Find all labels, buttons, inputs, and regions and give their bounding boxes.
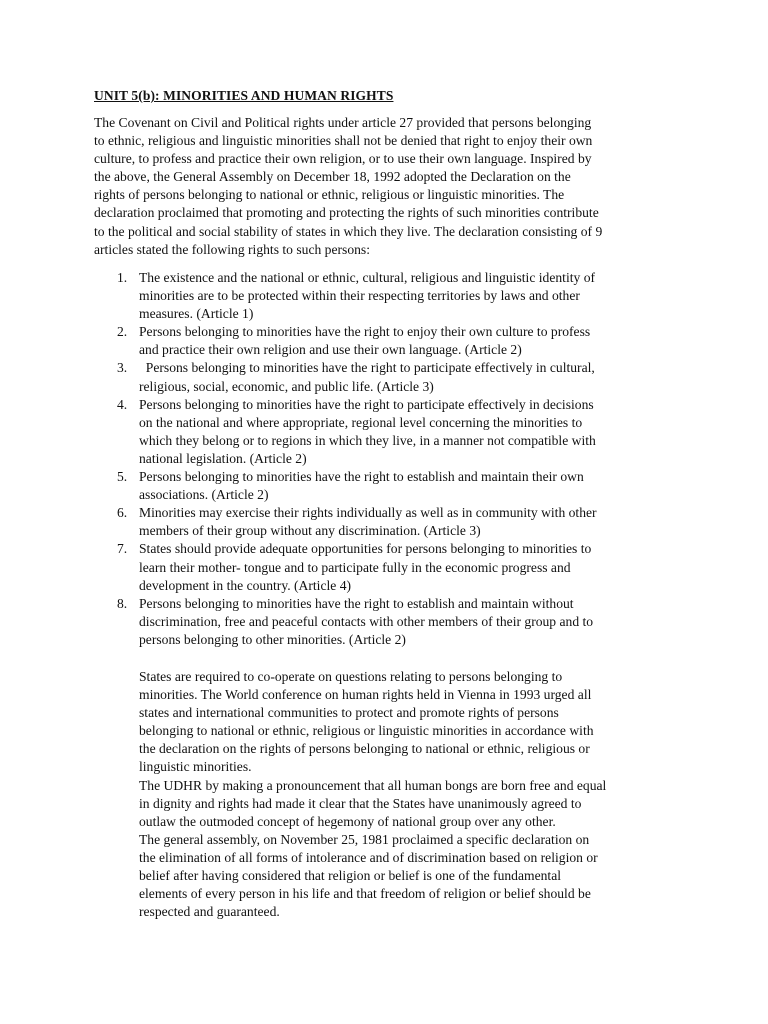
list-item-line: discrimination, free and peaceful contacts with other members of their group and to <box>139 613 594 629</box>
intro-line: articles stated the following rights to such persons: <box>94 241 370 257</box>
intro-line: the above, the General Assembly on December 18, 1992 adopted the Declaration on the <box>94 169 571 185</box>
intro-paragraph <box>94 114 666 259</box>
list-item-line: associations. (Article 2) <box>139 487 269 503</box>
list-item-line: members of their group without any discrimination. (Article 3) <box>139 523 481 539</box>
paragraph-line: belonging to national or ethnic, religious or linguistic minorities in accordance with <box>139 723 594 739</box>
list-item-line: persons belonging to other minorities. (Article 2) <box>139 631 406 647</box>
intro-line: to ethnic, religious and linguistic minorities shall not be denied that right to enjoy their own <box>94 133 593 149</box>
intro-line: to the political and social stability of states in which they live. The declaration consisting of 9 <box>94 223 603 239</box>
list-item-line: States should provide adequate opportunities for persons belonging to minorities to <box>139 541 592 557</box>
list-item-line: and practice their own religion and use their own language. (Article 2) <box>139 342 522 358</box>
paragraph-line: linguistic minorities. <box>139 759 252 775</box>
list-item-line: Persons belonging to minorities have the right to participate effectively in decisions <box>139 396 594 412</box>
list-item-line: on the national and where appropriate, regional level concerning the minorities to <box>139 414 583 430</box>
list-item-number: 1. <box>117 270 128 285</box>
intro-line: rights of persons belonging to national or ethnic, religious or linguistic minorities. The <box>94 187 565 203</box>
intro-line: culture, to profess and practice their own religion, or to use their own language. Inspired by <box>94 151 592 167</box>
list-item-number: 3. <box>117 360 128 376</box>
list-item-number: 7. <box>117 541 128 557</box>
list-item <box>94 540 674 594</box>
paragraph-line: in dignity and rights had made it clear that the States have unanimously agreed to <box>139 795 582 811</box>
closing-paragraphs <box>139 668 669 921</box>
intro-line: The Covenant on Civil and Political rights under article 27 provided that persons belonging <box>94 115 592 130</box>
list-item <box>94 504 674 540</box>
list-item-line: Minorities may exercise their rights individually as well as in community with other <box>139 505 597 521</box>
paragraph-line: belief after having considered that religion or belief is one of the fundamental <box>139 868 562 884</box>
body-paragraph <box>139 777 669 831</box>
list-item-number: 6. <box>117 505 128 521</box>
list-item-line: Persons belonging to minorities have the right to establish and maintain without <box>139 595 574 611</box>
list-item-number: 5. <box>117 469 128 485</box>
paragraph-line: The UDHR by making a pronouncement that all human bongs are born free and equal <box>139 777 607 793</box>
paragraph-line: minorities. The World conference on human rights held in Vienna in 1993 urged all <box>139 687 592 703</box>
list-item <box>94 396 674 468</box>
paragraph-line: States are required to co-operate on questions relating to persons belonging to <box>139 669 563 684</box>
body-paragraph <box>139 831 669 921</box>
list-item <box>94 468 674 504</box>
list-item-line: which they belong or to regions in which they live, in a manner not compatible with <box>139 432 596 448</box>
paragraph-line: The general assembly, on November 25, 1981 proclaimed a specific declaration on <box>139 831 590 847</box>
list-item-line: learn their mother- tongue and to participate fully in the economic progress and <box>139 559 571 575</box>
list-item-line: Persons belonging to minorities have the right to participate effectively in cultural, <box>139 360 595 376</box>
paragraph-line: the elimination of all forms of intolerance and of discrimination based on religion or <box>139 849 598 865</box>
list-item <box>94 359 674 395</box>
list-item-line: minorities are to be protected within their respecting territories by laws and other <box>139 288 580 304</box>
list-item <box>94 595 674 649</box>
paragraph-line: elements of every person in his life and that freedom of religion or belief should be <box>139 886 591 902</box>
list-item-line: Persons belonging to minorities have the right to establish and maintain their own <box>139 469 584 485</box>
intro-line: declaration proclaimed that promoting and protecting the rights of such minorities contribute <box>94 205 599 221</box>
paragraph-line: outlaw the outmoded concept of hegemony of national group over any other. <box>139 813 556 829</box>
body-paragraph <box>139 668 669 777</box>
list-item <box>94 323 674 359</box>
list-item-line: Persons belonging to minorities have the right to enjoy their own culture to profess <box>139 324 591 340</box>
list-item-line: measures. (Article 1) <box>139 306 254 322</box>
list-item-line: The existence and the national or ethnic, cultural, religious and linguistic identity of <box>139 270 596 285</box>
list-item-line: religious, social, economic, and public life. (Article 3) <box>139 378 434 394</box>
document-title: UNIT 5(b): MINORITIES AND HUMAN RIGHTS <box>94 88 394 103</box>
rights-list <box>94 269 674 649</box>
list-item-number: 8. <box>117 595 128 611</box>
list-item-number: 4. <box>117 396 128 412</box>
paragraph-line: respected and guaranteed. <box>139 904 280 920</box>
list-item-line: national legislation. (Article 2) <box>139 450 307 466</box>
list-item-line: development in the country. (Article 4) <box>139 577 352 593</box>
paragraph-line: the declaration on the rights of persons belonging to national or ethnic, religious or <box>139 741 590 757</box>
paragraph-line: states and international communities to protect and promote rights of persons <box>139 705 559 721</box>
list-item <box>94 269 674 323</box>
list-item-number: 2. <box>117 324 128 340</box>
